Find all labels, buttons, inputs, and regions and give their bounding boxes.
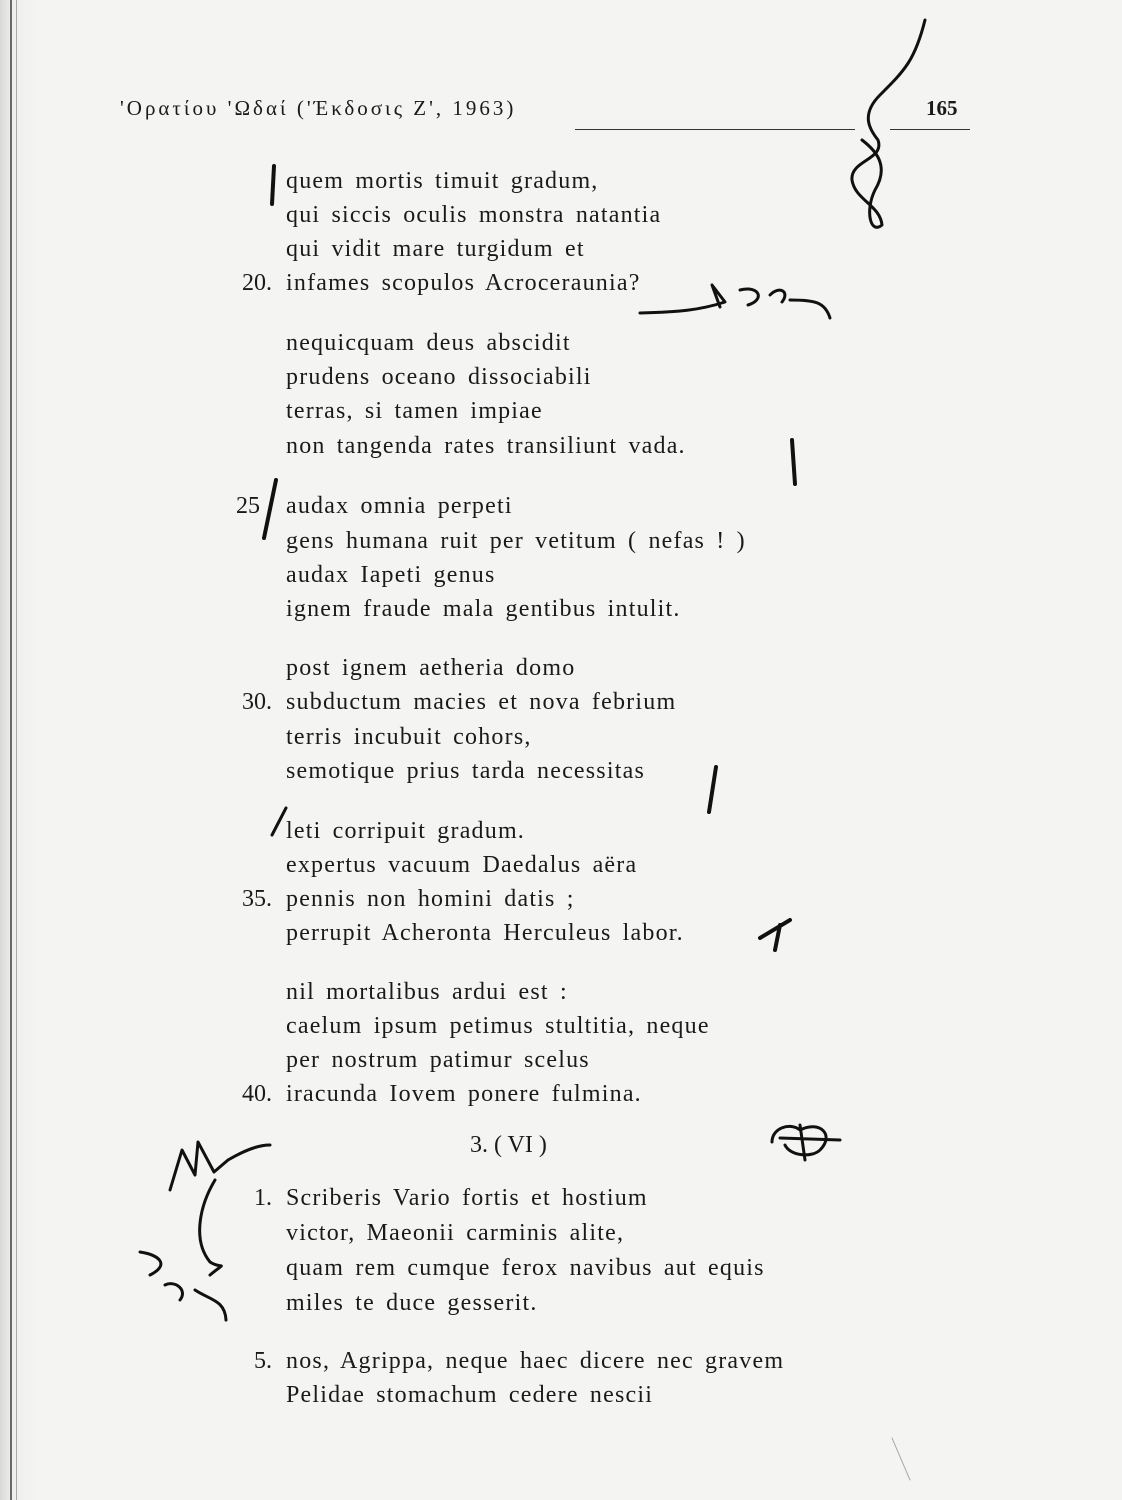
poem-line: qui siccis oculis monstra natantia: [286, 202, 662, 228]
poem-line: ignem fraude mala gentibus intulit.: [286, 596, 681, 622]
pencil-tick: [892, 1438, 910, 1480]
poem-line: audax omnia perpeti: [286, 493, 513, 519]
poem-line: victor, Maeonii carminis alite,: [286, 1220, 625, 1246]
poem-line: expertus vacuum Daedalus aëra: [286, 852, 638, 878]
poem-line: perrupit Acheronta Herculeus labor.: [286, 920, 684, 946]
poem-line: subductum macies et nova febrium: [286, 689, 677, 715]
poem-line: prudens oceano dissociabili: [286, 364, 592, 390]
poem-line: infames scopulos Acroceraunia?: [286, 270, 641, 296]
poem-line: non tangenda rates transiliunt vada.: [286, 433, 686, 459]
poem-line: gens humana ruit per vetitum ( nefas ! ): [286, 528, 746, 554]
line-number: 35.: [242, 886, 272, 912]
poem-line: Scriberis Vario fortis et hostium: [286, 1185, 648, 1211]
margin-initials-scribble: [140, 1142, 270, 1320]
poem-line: terris incubuit cohors,: [286, 724, 532, 750]
circled-scribble: [772, 1125, 840, 1160]
binding-edge-inner: [16, 0, 17, 1500]
ode-heading: 3. ( VI ): [470, 1132, 547, 1158]
header-rule-right: [890, 129, 970, 130]
poem-line: caelum ipsum petimus stultitia, neque: [286, 1013, 710, 1039]
poem-line: nequicquam deus abscidit: [286, 330, 571, 356]
poem-line: per nostrum patimur scelus: [286, 1047, 590, 1073]
line-number: 30.: [242, 689, 272, 715]
poem-line: pennis non homini datis ;: [286, 886, 575, 912]
poem-line: iracunda Iovem ponere fulmina.: [286, 1081, 642, 1107]
page-number: 165: [926, 96, 958, 120]
slash-mark: [709, 767, 716, 812]
poem-line: miles te duce gesserit.: [286, 1290, 538, 1316]
wavy-margin-mark: [852, 20, 925, 227]
line-number: 20.: [242, 270, 272, 296]
poem-line: terras, si tamen impiae: [286, 398, 543, 424]
margin-bar-mark: [272, 166, 274, 204]
poem-line: nos, Agrippa, neque haec dicere nec gravem: [286, 1348, 785, 1374]
poem-line: quam rem cumque ferox navibus aut equis: [286, 1255, 765, 1281]
margin-bar-mark: [792, 440, 795, 484]
slash-mark: [760, 920, 790, 950]
line-number: 40.: [242, 1081, 272, 1107]
poem-line: post ignem aetheria domo: [286, 655, 576, 681]
poem-line: semotique prius tarda necessitas: [286, 758, 645, 784]
poem-line: nil mortalibus ardui est :: [286, 979, 568, 1005]
line-number: 1.: [254, 1185, 272, 1211]
slash-mark: [272, 808, 286, 835]
poem-line: quem mortis timuit gradum,: [286, 168, 599, 194]
line-number: 25: [236, 493, 260, 519]
poem-line: qui vidit mare turgidum et: [286, 236, 585, 262]
scribble-initials-top: [640, 285, 830, 318]
header-rule-left: [575, 129, 855, 130]
poem-line: Pelidae stomachum cedere nescii: [286, 1382, 654, 1408]
margin-bar-mark: [264, 480, 276, 538]
poem-line: audax Iapeti genus: [286, 562, 496, 588]
poem-line: leti corripuit gradum.: [286, 818, 526, 844]
line-number: 5.: [254, 1348, 272, 1374]
binding-edge: [10, 0, 12, 1500]
running-header-title: 'Ορατίου 'Ωδαί ('Έκδοσις Ζ', 1963): [120, 96, 517, 120]
